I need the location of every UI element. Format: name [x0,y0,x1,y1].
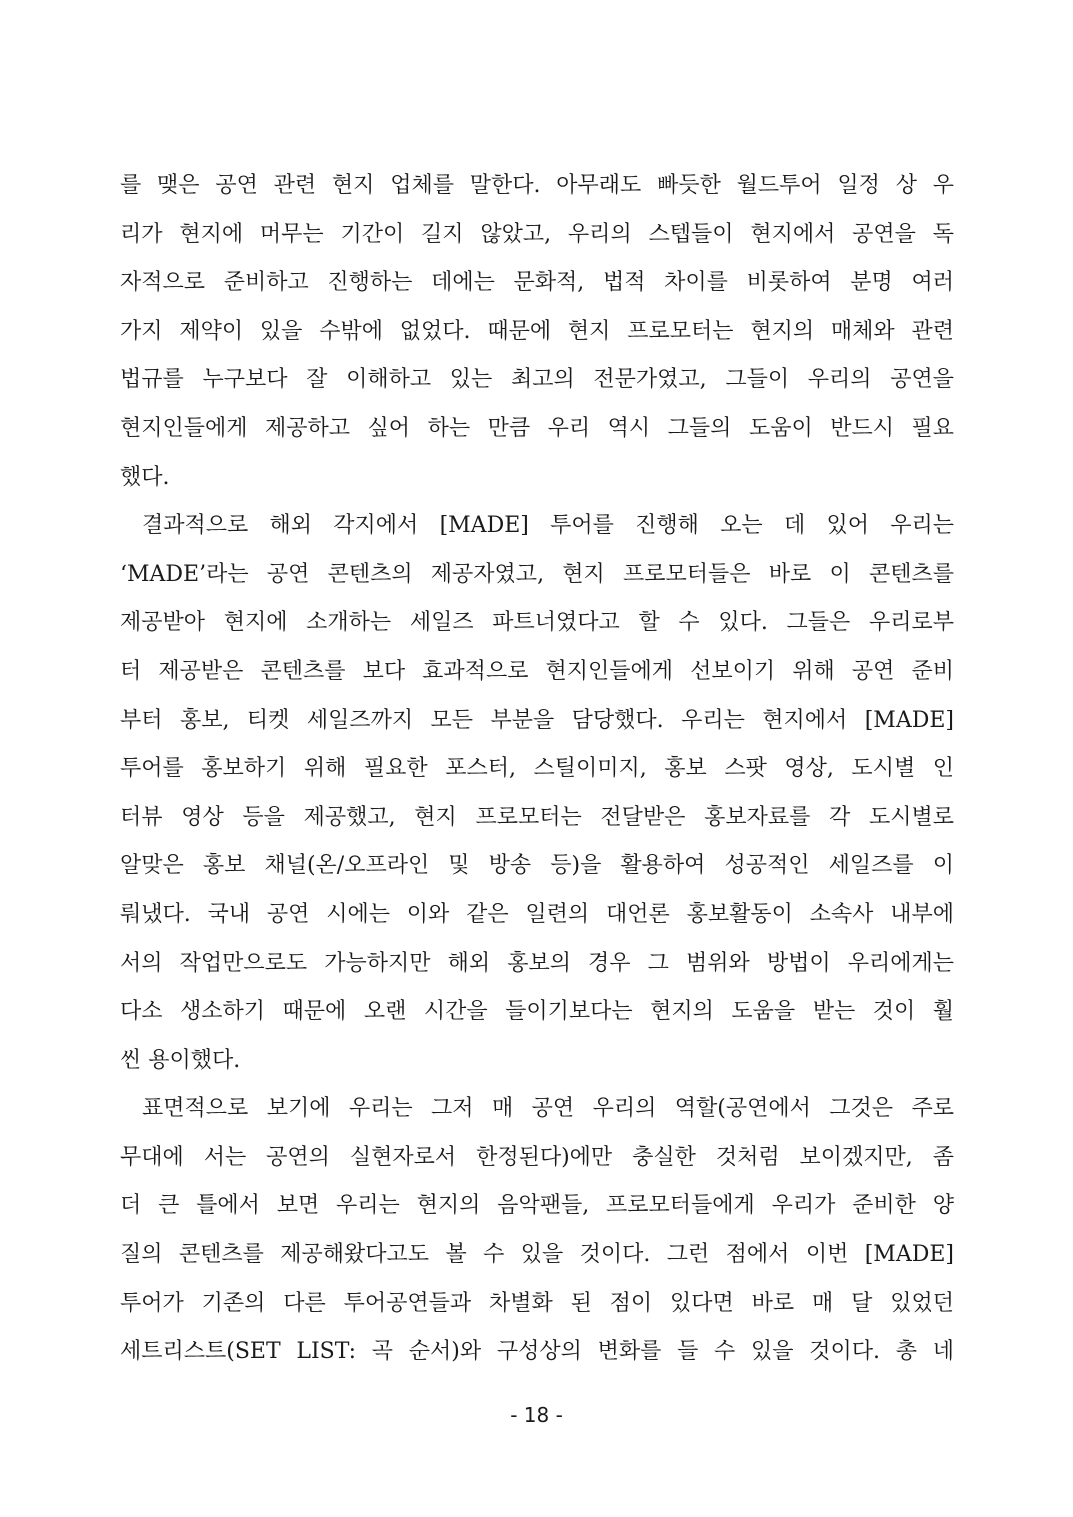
text-line: 씬 용이했다. [120,1047,241,1073]
text-line: 서의 작업만으로도 가능하지만 해외 홍보의 경우 그 범위와 방법이 우리에게는 [120,950,954,976]
text-line: 리가 현지에 머무는 기간이 길지 않았고, 우리의 스텝들이 현지에서 공연을 독 [120,221,954,247]
text-line: 결과적으로 해외 각지에서 [MADE] 투어를 진행해 오는 데 있어 우리는 [142,513,954,539]
text-line: 를 맺은 공연 관련 현지 업체를 말한다. 아무래도 빠듯한 월드투어 일정 상 우 [120,173,954,198]
text-line: 투어를 홍보하기 위해 필요한 포스터, 스틸이미지, 홍보 스팟 영상, 도시별 인 [120,756,954,782]
text-line: 했다. [120,464,170,490]
text-line: 제공받아 현지에 소개하는 세일즈 파트너였다고 할 수 있다. 그들은 우리로부 [120,610,954,636]
text-line: 부터 홍보, 티켓 세일즈까지 모든 부분을 담당했다. 우리는 현지에서 [MADE] [120,707,954,733]
text-line: 터뷰 영상 등을 제공했고, 현지 프로모터는 전달받은 홍보자료를 각 도시별로 [120,804,954,830]
text-line: 현지인들에게 제공하고 싶어 하는 만큼 우리 역시 그들의 도움이 반드시 필요 [120,415,954,441]
body-text [120,162,954,1377]
text-line: 더 큰 틀에서 보면 우리는 현지의 음악팬들, 프로모터들에게 우리가 준비한 양 [120,1193,954,1219]
text-line: 세트리스트(SET LIST: 곡 순서)와 구성상의 변화를 들 수 있을 것이다. 총 네 [120,1339,954,1365]
text-line: 질의 콘텐츠를 제공해왔다고도 볼 수 있을 것이다. 그런 점에서 이번 [MADE] [120,1242,954,1268]
text-line: 가지 제약이 있을 수밖에 없었다. 때문에 현지 프로모터는 현지의 매체와 관련 [120,318,954,344]
text-line: 알맞은 홍보 채널(온/오프라인 및 방송 등)을 활용하여 성공적인 세일즈를 이 [120,853,954,879]
text-line: 자적으로 준비하고 진행하는 데에는 문화적, 법적 차이를 비롯하여 분명 여러 [120,270,954,296]
text-line: ‘MADE’라는 공연 콘텐츠의 제공자였고, 현지 프로모터들은 바로 이 콘텐츠를 [120,561,954,587]
page-number: - 18 - [510,1403,563,1427]
text-line: 뤄냈다. 국내 공연 시에는 이와 같은 일련의 대언론 홍보활동이 소속사 내부에 [120,901,954,927]
text-line: 무대에 서는 공연의 실현자로서 한정된다)에만 충실한 것처럼 보이겠지만, 좀 [120,1144,954,1170]
text-line: 표면적으로 보기에 우리는 그저 매 공연 우리의 역할(공연에서 그것은 주로 [142,1096,954,1122]
text-line: 다소 생소하기 때문에 오랜 시간을 들이기보다는 현지의 도움을 받는 것이 훨 [120,999,954,1025]
text-line: 터 제공받은 콘텐츠를 보다 효과적으로 현지인들에게 선보이기 위해 공연 준비 [120,658,954,684]
text-line: 법규를 누구보다 잘 이해하고 있는 최고의 전문가였고, 그들이 우리의 공연을 [120,367,954,393]
text-line: 투어가 기존의 다른 투어공연들과 차별화 된 점이 있다면 바로 매 달 있었던 [120,1290,954,1316]
